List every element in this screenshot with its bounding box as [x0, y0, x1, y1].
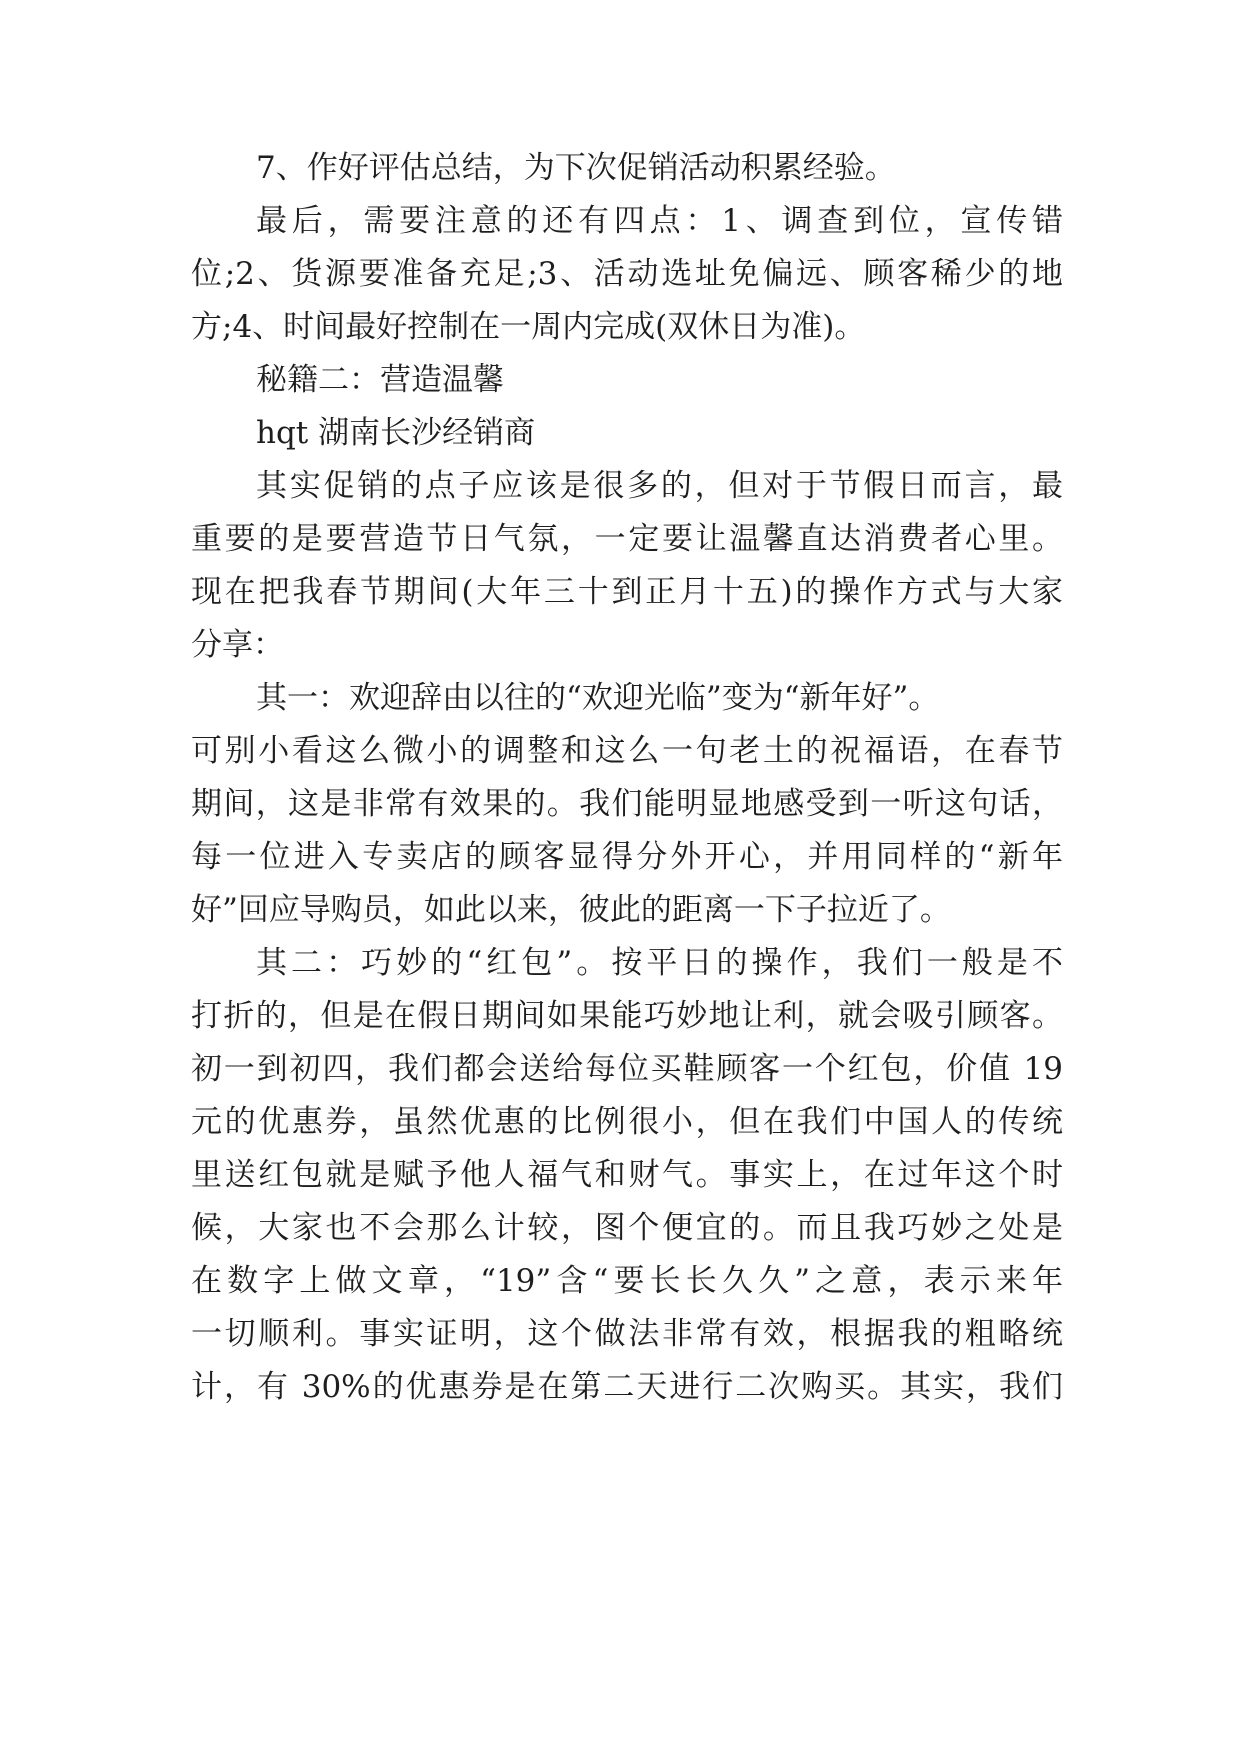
section-heading: 秘籍二：营造温馨 [256, 362, 504, 398]
text-line-10: 分享： [191, 627, 284, 663]
text-line-19: 元的优惠券，虽然优惠的比例很小，但在我们中国人的传统 [191, 1104, 1063, 1140]
text-line-23: 一切顺利。事实证明，这个做法非常有效，根据我的粗略统 [191, 1316, 1063, 1352]
text-line-9: 现在把我春节期间(大年三十到正月十五)的操作方式与大家 [191, 574, 1063, 610]
text-line-22: 在数字上做文章，“19”含“要长长久久”之意，表示来年 [191, 1263, 1063, 1299]
text-line-8: 重要的是要营造节日气氛，一定要让温馨直达消费者心里。 [191, 521, 1063, 557]
text-line-17: 打折的，但是在假日期间如果能巧妙地让利，就会吸引顾客。 [191, 998, 1063, 1034]
text-line-16: 其二：巧妙的“红包”。按平日的操作，我们一般是不 [256, 945, 1063, 981]
text-line-21: 候，大家也不会那么计较，图个便宜的。而且我巧妙之处是 [191, 1210, 1063, 1246]
text-line-3: 位;2、货源要准备充足;3、活动选址免偏远、顾客稀少的地 [191, 256, 1063, 292]
text-line-24: 计，有 30%的优惠券是在第二天进行二次购买。其实，我们 [191, 1369, 1063, 1405]
text-line-20: 里送红包就是赋予他人福气和财气。事实上，在过年这个时 [191, 1157, 1063, 1193]
text-line-7: 其实促销的点子应该是很多的，但对于节假日而言，最 [256, 468, 1063, 504]
author-line: hqt 湖南长沙经销商 [256, 415, 536, 451]
text-line-1: 7、作好评估总结，为下次促销活动积累经验。 [256, 150, 896, 186]
text-line-13: 期间，这是非常有效果的。我们能明显地感受到一听这句话， [191, 786, 1063, 822]
text-line-15: 好”回应导购员，如此以来，彼此的距离一下子拉近了。 [191, 892, 951, 928]
text-line-11: 其一：欢迎辞由以往的“欢迎光临”变为“新年好”。 [256, 680, 940, 716]
text-line-12: 可别小看这么微小的调整和这么一句老土的祝福语，在春节 [191, 733, 1063, 769]
text-line-2: 最后，需要注意的还有四点：1、调查到位，宣传错 [256, 203, 1063, 239]
text-line-4: 方;4、时间最好控制在一周内完成(双休日为准)。 [191, 309, 866, 345]
text-line-18: 初一到初四，我们都会送给每位买鞋顾客一个红包，价值 19 [191, 1051, 1063, 1087]
text-line-14: 每一位进入专卖店的顾客显得分外开心，并用同样的“新年 [191, 839, 1063, 875]
